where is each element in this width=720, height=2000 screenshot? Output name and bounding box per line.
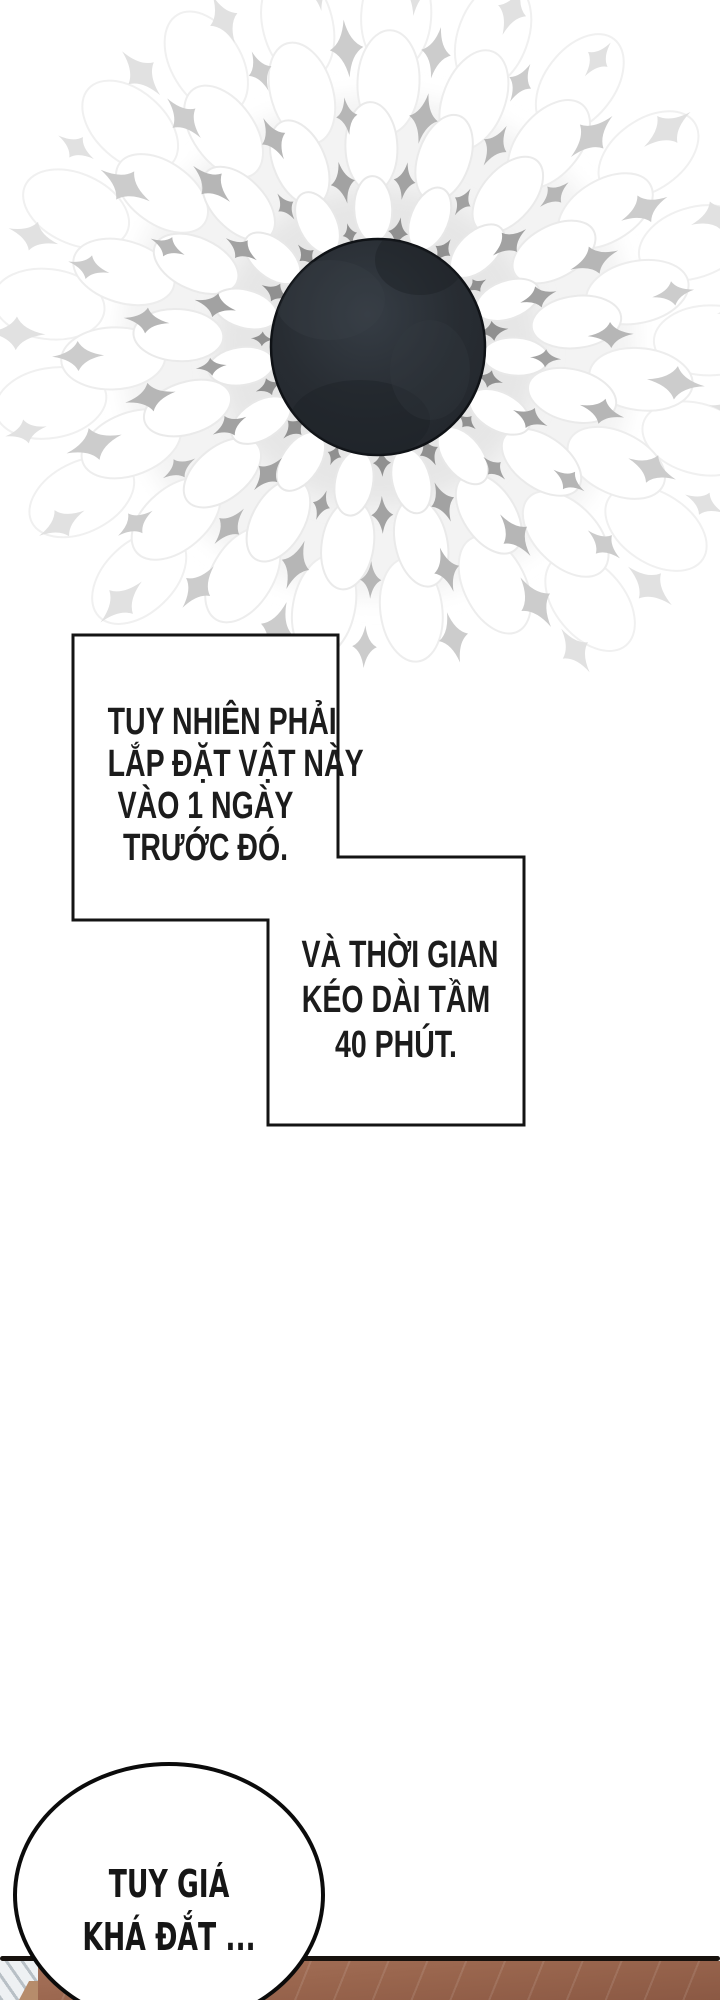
- speech-box-2-line-2: KÉO DÀI TẦM: [301, 979, 491, 1021]
- speech-box-1-line-1: TUY NHIÊN PHẢI: [107, 700, 337, 743]
- speech-box-1-line-2: LẮP ĐẶT VẬT NÀY: [107, 742, 364, 785]
- speech-box-2-text: [270, 860, 522, 1123]
- speech-box-2-line-1: VÀ THỜI GIAN: [301, 934, 499, 976]
- speech-bubble: [13, 1762, 325, 2000]
- speech-box-1-line-3: VÀO 1 NGÀY: [117, 784, 294, 827]
- speech-box-1-line-4: TRƯỚC ĐÓ.: [122, 826, 289, 869]
- speech-bubble-line-1: TUY GIÁ: [108, 1862, 230, 1906]
- speech-box-2-line-3: 40 PHÚT.: [335, 1024, 457, 1066]
- speech-bubble-line-2: KHÁ ĐẮT ...: [82, 1915, 256, 1959]
